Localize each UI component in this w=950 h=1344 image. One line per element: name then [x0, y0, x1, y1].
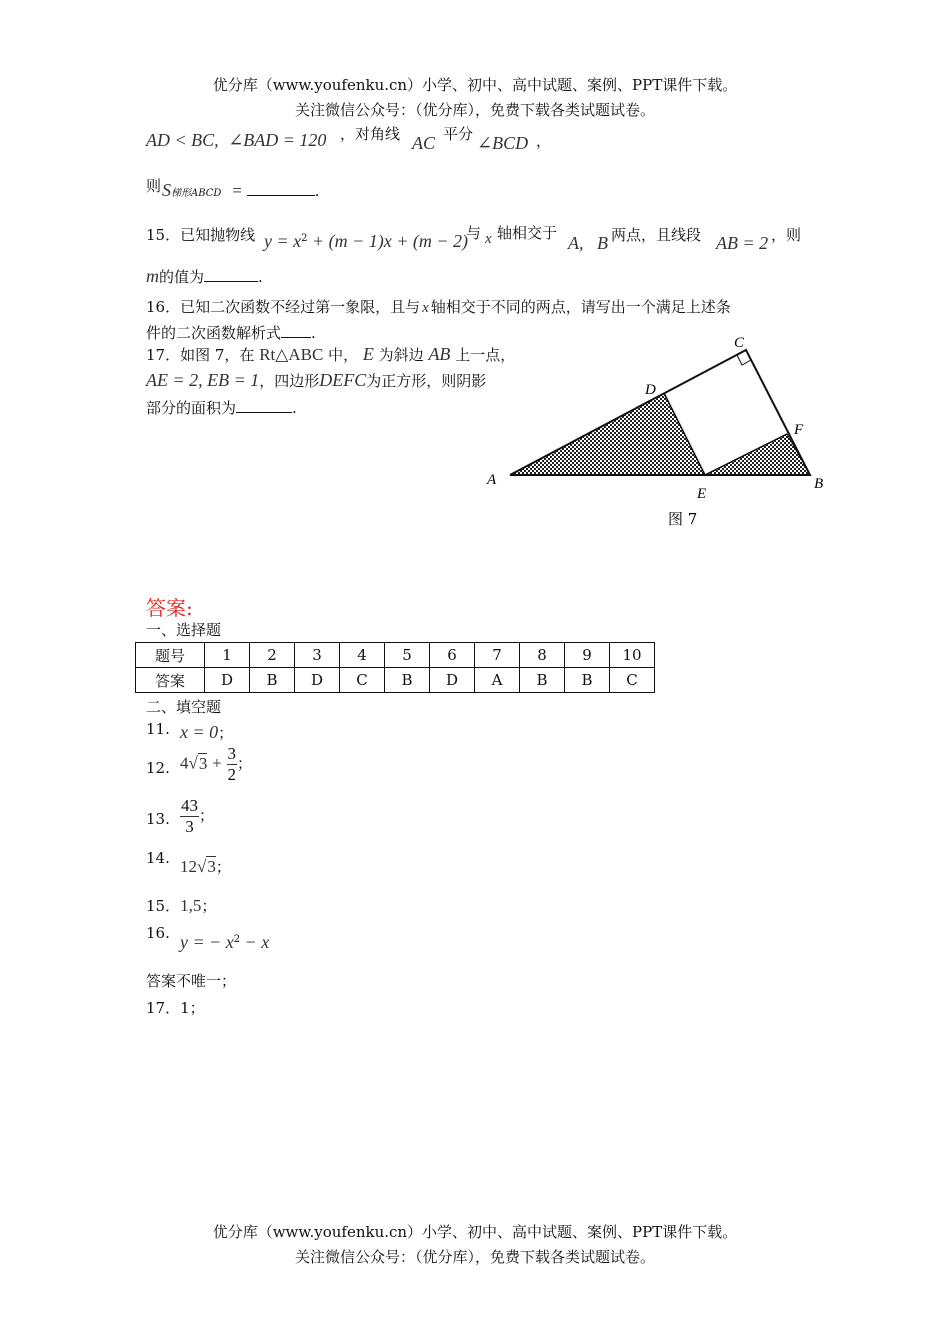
answer-17: 17．1； [146, 999, 205, 1017]
answer-12-num: 12. [146, 759, 170, 777]
section-choice: 一、选择题 [146, 621, 222, 639]
q17-text-c: 为斜边 [378, 346, 424, 364]
answer-15-end: ； [201, 897, 217, 915]
answer-16-rest: − x [240, 932, 270, 952]
table-row [136, 668, 655, 693]
figure-caption: 图 7 [668, 510, 698, 528]
q14-bcd: ∠BCD [477, 133, 529, 153]
answer-13-denominator: 3 [185, 817, 194, 836]
label-c: C [734, 335, 745, 351]
q15-line2 [146, 266, 263, 287]
answer-table [135, 642, 655, 693]
q16-text-c: 件的二次函数解析式 [146, 324, 282, 342]
label-d: D [645, 382, 656, 398]
header-line-2: 关注微信公众号：（优分库），免费下载各类试题试卷。 [294, 101, 655, 119]
q17-line2 [146, 370, 486, 391]
table-row [136, 643, 655, 668]
footer-line-2: 关注微信公众号：（优分库），免费下载各类试题试卷。 [294, 1248, 655, 1266]
q15-point-b: B [597, 233, 608, 253]
answer-13-fraction [180, 796, 199, 837]
answer-13-num: 13. [146, 810, 170, 828]
answer-12-radicand: 3 [198, 753, 208, 773]
q14-period: . [314, 182, 320, 200]
answer-13-numerator: 43 [181, 796, 198, 815]
shaded-triangle-efb [705, 434, 810, 475]
table-cell: C [610, 668, 655, 693]
q14-diag-text: ，对角线 [340, 125, 401, 143]
table-cell: 8 [520, 643, 565, 668]
q17-line1 [146, 344, 515, 365]
q17-text-g: 部分的面积为 [146, 399, 237, 417]
figure-7 [480, 330, 840, 530]
answer-16-num: 16. [146, 924, 170, 942]
answer-12-sqrt-symbol: √ [188, 753, 198, 773]
q14-eq: = [232, 181, 242, 200]
table-cell: 4 [340, 643, 385, 668]
q15-segment: AB = 2 [716, 233, 769, 253]
q14-then: 则 [146, 177, 162, 195]
q14-condition [146, 130, 326, 151]
table-cell: D [295, 668, 340, 693]
label-f: F [794, 422, 804, 438]
answer-15-value: 1,5 [180, 896, 202, 915]
answer-14-sqrt-symbol: √ [197, 857, 207, 876]
table-cell: B [385, 668, 430, 693]
answer-15 [146, 895, 216, 916]
q17-text-d: 上一点， [455, 346, 516, 364]
q15-x: x [485, 231, 492, 247]
q14-area-expression [162, 180, 319, 201]
header-line-1: 优分库（www.youfenku.cn）小学、初中、高中试题、案例、PPT课件下载。 [212, 76, 738, 94]
q15-formula-rest: + (m − 1)x + (m − 2) [307, 231, 469, 251]
q14-s-sub: 梯形ABCD [171, 188, 222, 199]
answer-12-end: ； [237, 754, 253, 773]
q14-comma: ， [536, 132, 552, 150]
q15-period: . [258, 268, 263, 286]
q17-text-a: 17．如图 7，在 [146, 346, 255, 364]
answer-11-end: ； [218, 724, 234, 742]
q14-s: S [162, 180, 171, 200]
answer-16-note: 答案不唯一； [146, 972, 237, 990]
footer-line-1: 优分库（www.youfenku.cn）小学、初中、高中试题、案例、PPT课件下载。 [212, 1223, 738, 1241]
q15-formula-y: y = x [264, 231, 302, 251]
answers-title: 答案: [146, 596, 193, 620]
answer-12 [180, 744, 252, 785]
q14-blank [247, 195, 315, 196]
table-cell: 2 [250, 643, 295, 668]
answer-15-num: 15． [146, 897, 181, 915]
table-head-number: 题号 [136, 643, 205, 668]
answer-11-num: 11. [146, 720, 170, 738]
q17-defc: DEFC [319, 370, 367, 390]
table-cell: D [205, 668, 250, 693]
table-cell: B [520, 668, 565, 693]
answer-14-end: ； [215, 858, 231, 876]
answer-13 [180, 796, 214, 837]
q14-ac: AC [412, 133, 436, 153]
q17-text-f: 为正方形，则阴影 [366, 372, 487, 390]
q15-m: m [146, 266, 159, 286]
q16-blank [281, 337, 311, 338]
answer-14-num: 14. [146, 849, 170, 867]
table-cell: 5 [385, 643, 430, 668]
q15-then: ，则 [771, 226, 802, 244]
table-cell: 1 [205, 643, 250, 668]
table-cell: 10 [610, 643, 655, 668]
answer-12-coef: 4 [180, 753, 189, 773]
answer-11 [180, 722, 233, 743]
q14-angle: ∠BAD = 120 [228, 130, 327, 150]
label-a: A [487, 472, 497, 488]
q17-text-e: ，四边形 [259, 372, 320, 390]
table-cell: D [430, 668, 475, 693]
q15-axis-text: 轴相交于 [497, 224, 558, 242]
q16-period: . [311, 324, 316, 342]
answer-13-end: ； [199, 806, 215, 825]
answer-12-numerator: 3 [227, 744, 236, 763]
q16-text-a: 16．已知二次函数不经过第一象限，且与 [146, 298, 421, 316]
section-fill: 二、填空题 [146, 698, 222, 716]
shaded-triangle-ade [510, 393, 705, 475]
table-cell: B [565, 668, 610, 693]
table-cell: B [250, 668, 295, 693]
answer-14-radicand: 3 [207, 857, 216, 876]
q17-ab: AB [428, 344, 451, 364]
table-head-answer: 答案 [136, 668, 205, 693]
q17-period: . [292, 399, 297, 417]
answer-11-value: x = 0 [180, 722, 219, 742]
q17-text-b: 中， [328, 346, 359, 364]
table-cell: A [475, 668, 520, 693]
table-cell: 7 [475, 643, 520, 668]
answer-16-sup: 2 [233, 934, 241, 945]
answer-14 [180, 856, 231, 877]
q14-ad-bc: AD < BC, [146, 130, 219, 150]
answer-14-coef: 12 [180, 857, 197, 876]
q17-blank [236, 412, 292, 413]
q15-two-points: 两点，且线段 [611, 226, 702, 244]
q15-formula-sup: 2 [301, 233, 308, 244]
q14-bisect-text: 平分 [443, 125, 474, 143]
table-cell: 6 [430, 643, 475, 668]
q16-text-b: 轴相交于不同的两点，请写出一个满足上述条 [430, 298, 731, 316]
q15-intro: 15．已知抛物线 [146, 226, 256, 244]
q15-blank [204, 281, 258, 282]
answer-12-fraction [227, 744, 238, 785]
q15-with: 与 [466, 224, 482, 242]
answer-16 [180, 932, 269, 953]
q17-cond: AE = 2, EB = 1 [146, 370, 260, 390]
q15-value-is: 的值为 [159, 268, 205, 286]
q15-formula [264, 231, 468, 252]
q15-point-a: A, [568, 233, 584, 253]
label-b: B [814, 476, 824, 492]
q17-rt: Rt△ABC [259, 345, 324, 364]
table-cell: 3 [295, 643, 340, 668]
table-cell: 9 [565, 643, 610, 668]
answer-12-denominator: 2 [227, 765, 236, 784]
label-e: E [697, 486, 707, 502]
q17-line3 [146, 397, 297, 418]
table-cell: C [340, 668, 385, 693]
q16-line1 [146, 296, 731, 317]
answer-12-plus: + [212, 753, 222, 773]
answer-16-y: y = − x [180, 932, 234, 952]
q16-x: x [422, 300, 429, 316]
q16-line2 [146, 322, 316, 343]
q17-e: E [362, 344, 374, 364]
